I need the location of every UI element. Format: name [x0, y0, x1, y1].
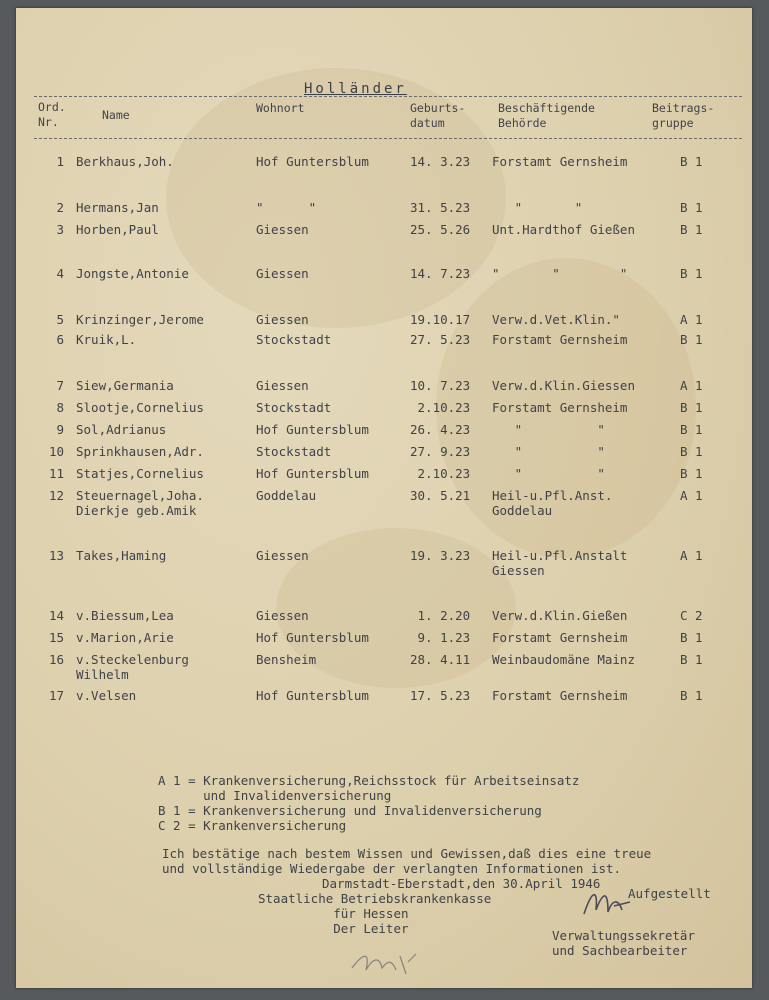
row-wohnort: Stockstadt	[256, 400, 332, 415]
row-behoerde: " "	[492, 444, 605, 459]
row-wohnort: Giessen	[256, 312, 309, 327]
row-behoerde: Forstamt Gernsheim	[492, 154, 628, 169]
row-beitragsgruppe: A 1	[680, 312, 703, 327]
row-geburtsdatum: 9. 1.23	[410, 630, 471, 645]
row-beitragsgruppe: B 1	[680, 466, 703, 481]
row-number: 14	[48, 608, 64, 623]
row-geburtsdatum: 30. 5.21	[410, 488, 471, 503]
row-geburtsdatum: 14. 7.23	[410, 266, 471, 281]
row-beitragsgruppe: C 2	[680, 608, 703, 623]
header-ord-nr: Ord. Nr.	[38, 100, 66, 129]
row-behoerde: Verw.d.Klin.Gießen	[492, 608, 628, 623]
row-beitragsgruppe: A 1	[680, 378, 703, 393]
row-name: v.Velsen	[76, 688, 137, 703]
row-wohnort: Hof Guntersblum	[256, 154, 369, 169]
row-behoerde: Unt.Hardthof Gießen	[492, 222, 635, 237]
row-wohnort: Giessen	[256, 222, 309, 237]
row-name: v.Marion,Arie	[76, 630, 174, 645]
row-geburtsdatum: 27. 5.23	[410, 332, 471, 347]
row-behoerde: Verw.d.Klin.Giessen	[492, 378, 635, 393]
legend-c2: C 2 = Krankenversicherung	[158, 818, 347, 833]
row-behoerde: Forstamt Gernsheim	[492, 688, 628, 703]
header-behoerde: Beschäftigende Behörde	[498, 101, 595, 130]
row-number: 15	[48, 630, 64, 645]
row-number: 13	[48, 548, 64, 563]
row-behoerde: Forstamt Gernsheim	[492, 630, 628, 645]
row-number: 4	[56, 266, 64, 281]
row-wohnort: Stockstadt	[256, 332, 332, 347]
row-behoerde: " "	[492, 466, 605, 481]
row-wohnort: Hof Guntersblum	[256, 630, 369, 645]
row-name: Horben,Paul	[76, 222, 159, 237]
legend-a1: A 1 = Krankenversicherung,Reichsstock für Arbeitseinsatz und Invalidenversicherung	[158, 773, 580, 803]
row-number: 12	[48, 488, 64, 503]
row-behoerde: Forstamt Gernsheim	[492, 400, 628, 415]
row-number: 8	[56, 400, 64, 415]
row-beitragsgruppe: B 1	[680, 444, 703, 459]
row-number: 2	[56, 200, 64, 215]
header-name: Name	[102, 108, 130, 122]
row-name: Slootje,Cornelius	[76, 400, 204, 415]
row-geburtsdatum: 26. 4.23	[410, 422, 471, 437]
row-wohnort: Hof Guntersblum	[256, 466, 369, 481]
row-behoerde: Heil-u.Pfl.Anstalt Giessen	[492, 548, 628, 578]
row-name: Berkhaus,Joh.	[76, 154, 174, 169]
row-beitragsgruppe: B 1	[680, 154, 703, 169]
row-number: 11	[48, 466, 64, 481]
row-number: 1	[56, 154, 64, 169]
document-sheet	[16, 8, 752, 988]
row-wohnort: Giessen	[256, 266, 309, 281]
row-behoerde: " " "	[492, 266, 628, 281]
row-name: Jongste,Antonie	[76, 266, 189, 281]
row-beitragsgruppe: B 1	[680, 422, 703, 437]
header-rule-top	[34, 96, 742, 97]
row-wohnort: Giessen	[256, 548, 309, 563]
row-name: Sol,Adrianus	[76, 422, 167, 437]
row-beitragsgruppe: B 1	[680, 200, 703, 215]
row-number: 6	[56, 332, 64, 347]
row-number: 9	[56, 422, 64, 437]
row-name: v.Steckelenburg Wilhelm	[76, 652, 189, 682]
row-geburtsdatum: 19. 3.23	[410, 548, 471, 563]
row-name: Siew,Germania	[76, 378, 174, 393]
row-geburtsdatum: 2.10.23	[410, 466, 471, 481]
row-number: 16	[48, 652, 64, 667]
row-geburtsdatum: 31. 5.23	[410, 200, 471, 215]
row-beitragsgruppe: B 1	[680, 400, 703, 415]
row-wohnort: Giessen	[256, 378, 309, 393]
row-name: Kruik,L.	[76, 332, 137, 347]
row-name: Krinzinger,Jerome	[76, 312, 204, 327]
row-geburtsdatum: 10. 7.23	[410, 378, 471, 393]
row-behoerde: Heil-u.Pfl.Anst. Goddelau	[492, 488, 613, 518]
row-beitragsgruppe: B 1	[680, 652, 703, 667]
row-name: v.Biessum,Lea	[76, 608, 174, 623]
row-behoerde: Weinbaudomäne Mainz	[492, 652, 635, 667]
row-behoerde: " "	[492, 422, 605, 437]
row-beitragsgruppe: A 1	[680, 548, 703, 563]
row-geburtsdatum: 14. 3.23	[410, 154, 471, 169]
signer-title: Verwaltungssekretär und Sachbearbeiter	[552, 928, 695, 958]
row-geburtsdatum: 27. 9.23	[410, 444, 471, 459]
row-wohnort: Goddelau	[256, 488, 317, 503]
row-name: Sprinkhausen,Adr.	[76, 444, 204, 459]
row-geburtsdatum: 2.10.23	[410, 400, 471, 415]
prepared-label: Aufgestellt	[628, 886, 711, 901]
row-geburtsdatum: 17. 5.23	[410, 688, 471, 703]
header-beitragsgruppe: Beitrags- gruppe	[652, 101, 715, 130]
row-beitragsgruppe: B 1	[680, 688, 703, 703]
header-wohnort: Wohnort	[256, 101, 305, 115]
row-wohnort: Bensheim	[256, 652, 317, 667]
row-geburtsdatum: 25. 5.26	[410, 222, 471, 237]
handwritten-signature-left	[346, 946, 426, 982]
row-name: Statjes,Cornelius	[76, 466, 204, 481]
row-behoerde: Verw.d.Vet.Klin."	[492, 312, 620, 327]
row-number: 17	[48, 688, 64, 703]
confirmation-text: Ich bestätige nach bestem Wissen und Gewissen,daß dies eine treue und vollständige Wiedergabe der verlangten Informationen ist.	[162, 846, 652, 876]
issuer-block: Staatliche Betriebskrankenkasse für Hessen Der Leiter	[258, 891, 492, 936]
handwritten-signature-right	[578, 880, 638, 926]
row-name: Steuernagel,Joha. Dierkje geb.Amik	[76, 488, 204, 518]
row-number: 3	[56, 222, 64, 237]
place-date: Darmstadt-Eberstadt,den 30.April 1946	[322, 876, 601, 891]
row-number: 7	[56, 378, 64, 393]
row-beitragsgruppe: B 1	[680, 332, 703, 347]
legend-b1: B 1 = Krankenversicherung und Invalidenversicherung	[158, 803, 542, 818]
row-geburtsdatum: 19.10.17	[410, 312, 471, 327]
row-wohnort: Giessen	[256, 608, 309, 623]
row-wohnort: " "	[256, 200, 317, 215]
row-behoerde: " "	[492, 200, 583, 215]
row-name: Hermans,Jan	[76, 200, 159, 215]
row-beitragsgruppe: B 1	[680, 630, 703, 645]
row-name: Takes,Haming	[76, 548, 167, 563]
row-beitragsgruppe: A 1	[680, 488, 703, 503]
row-geburtsdatum: 28. 4.11	[410, 652, 471, 667]
header-rule-bottom	[34, 138, 742, 139]
row-wohnort: Stockstadt	[256, 444, 332, 459]
row-beitragsgruppe: B 1	[680, 222, 703, 237]
header-geburtsdatum: Geburts- datum	[410, 101, 466, 130]
row-geburtsdatum: 1. 2.20	[410, 608, 471, 623]
row-behoerde: Forstamt Gernsheim	[492, 332, 628, 347]
row-wohnort: Hof Guntersblum	[256, 688, 369, 703]
row-wohnort: Hof Guntersblum	[256, 422, 369, 437]
row-number: 10	[48, 444, 64, 459]
row-number: 5	[56, 312, 64, 327]
page-title: Holländer	[304, 81, 407, 97]
row-beitragsgruppe: B 1	[680, 266, 703, 281]
